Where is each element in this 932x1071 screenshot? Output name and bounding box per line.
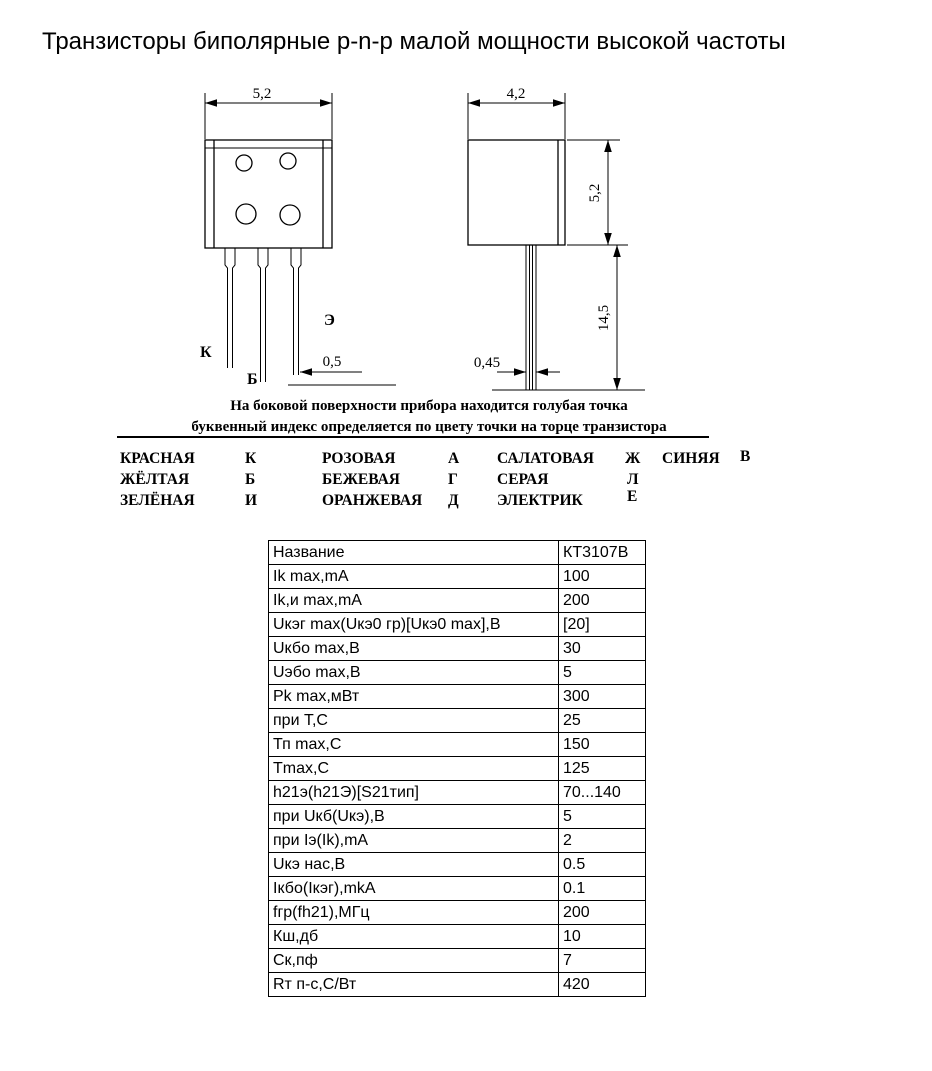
table-row <box>269 949 646 973</box>
color-name: САЛАТОВАЯ <box>497 450 594 467</box>
value-cell: [20] <box>559 613 646 637</box>
table-row <box>269 589 646 613</box>
table-row <box>269 709 646 733</box>
mounting-hole <box>236 155 252 171</box>
color-name: ЖЁЛТАЯ <box>120 471 190 488</box>
value-cell: 150 <box>559 733 646 757</box>
color-name: СЕРАЯ <box>497 471 549 488</box>
table-row <box>269 637 646 661</box>
table-row <box>269 757 646 781</box>
dim-side-width-label: 4,2 <box>506 86 526 102</box>
param-cell: Название <box>269 541 559 565</box>
color-letter: Д <box>448 492 459 509</box>
color-letter: И <box>245 492 258 509</box>
table-row <box>269 565 646 589</box>
value-cell: 2 <box>559 829 646 853</box>
pin-label-k: К <box>200 344 212 361</box>
param-cell: h21э(h21Э)[S21тип] <box>269 781 559 805</box>
value-cell: 5 <box>559 805 646 829</box>
divider-line <box>117 436 709 438</box>
dim-side-height-label: 5,2 <box>587 183 603 203</box>
value-cell: 7 <box>559 949 646 973</box>
color-code-table <box>118 450 798 520</box>
table-row <box>269 877 646 901</box>
dim-front-lead-width-label: 0,5 <box>322 354 342 370</box>
mounting-hole <box>280 153 296 169</box>
table-row <box>269 829 646 853</box>
table-row <box>269 781 646 805</box>
param-cell: Rт п-с,С/Вт <box>269 973 559 997</box>
param-cell: Ik max,mA <box>269 565 559 589</box>
table-row <box>269 901 646 925</box>
parameters-table <box>268 540 646 997</box>
color-letter: Б <box>245 471 256 488</box>
color-letter: Л <box>627 471 639 488</box>
dim-front-width-label: 5,2 <box>252 86 272 102</box>
color-letter: Ж <box>625 450 641 467</box>
param-cell: Ik,и max,mA <box>269 589 559 613</box>
value-cell: КТ3107В <box>559 541 646 565</box>
color-letter: Г <box>448 471 458 488</box>
color-name: РОЗОВАЯ <box>322 450 396 467</box>
param-cell: Тп max,С <box>269 733 559 757</box>
side-view <box>468 93 645 390</box>
param-cell: Uкэг max(Uкэ0 гр)[Uкэ0 max],В <box>269 613 559 637</box>
color-name: СИНЯЯ <box>662 450 720 467</box>
note-block <box>115 396 743 438</box>
table-row <box>269 853 646 877</box>
value-cell: 5 <box>559 661 646 685</box>
param-cell: Tmax,С <box>269 757 559 781</box>
param-cell: Uкбо max,В <box>269 637 559 661</box>
table-row <box>269 925 646 949</box>
value-cell: 0.1 <box>559 877 646 901</box>
value-cell: 200 <box>559 589 646 613</box>
table-row <box>269 733 646 757</box>
mounting-hole <box>280 205 300 225</box>
param-cell: Кш,дб <box>269 925 559 949</box>
dim-side-lead-width-label: 0,45 <box>473 355 501 371</box>
color-name: ОРАНЖЕВАЯ <box>322 492 423 509</box>
color-letter: Е <box>627 488 638 505</box>
value-cell: 0.5 <box>559 853 646 877</box>
table-row <box>269 613 646 637</box>
param-cell: Uэбо max,В <box>269 661 559 685</box>
param-cell: Iкбо(Iкэг),mkA <box>269 877 559 901</box>
table-row <box>269 685 646 709</box>
front-view <box>205 93 396 385</box>
table-row <box>269 973 646 997</box>
mounting-hole <box>236 204 256 224</box>
param-cell: при Iэ(Ik),mA <box>269 829 559 853</box>
color-letter: В <box>740 448 751 465</box>
value-cell: 420 <box>559 973 646 997</box>
table-row <box>269 541 646 565</box>
table-row <box>269 805 646 829</box>
value-cell: 200 <box>559 901 646 925</box>
param-cell: Ск,пф <box>269 949 559 973</box>
param-cell: fгр(fh21),МГц <box>269 901 559 925</box>
value-cell: 25 <box>559 709 646 733</box>
param-cell: при Uкб(Uкэ),В <box>269 805 559 829</box>
table-row <box>269 661 646 685</box>
page-title: Транзисторы биполярные p-n-p малой мощности высокой частоты <box>42 28 786 55</box>
value-cell: 10 <box>559 925 646 949</box>
color-letter: К <box>245 450 257 467</box>
color-name: КРАСНАЯ <box>120 450 195 467</box>
pin-label-b: Б <box>247 371 258 388</box>
color-name: БЕЖЕВАЯ <box>322 471 400 488</box>
param-cell: при Т,С <box>269 709 559 733</box>
value-cell: 30 <box>559 637 646 661</box>
color-letter: А <box>448 450 460 467</box>
color-name: ЗЕЛЁНАЯ <box>120 492 195 509</box>
note-line-2: буквенный индекс определяется по цвету точки на торце транзистора <box>191 419 667 435</box>
dim-lead-length-label: 14,5 <box>596 304 612 332</box>
value-cell: 100 <box>559 565 646 589</box>
note-line-1: На боковой поверхности прибора находится голубая точка <box>230 398 628 414</box>
param-cell: Pk max,мВт <box>269 685 559 709</box>
value-cell: 70...140 <box>559 781 646 805</box>
color-name: ЭЛЕКТРИК <box>497 492 583 509</box>
package-drawings <box>0 85 700 403</box>
param-cell: Uкэ нас,В <box>269 853 559 877</box>
value-cell: 125 <box>559 757 646 781</box>
pin-label-e: Э <box>324 312 335 329</box>
value-cell: 300 <box>559 685 646 709</box>
